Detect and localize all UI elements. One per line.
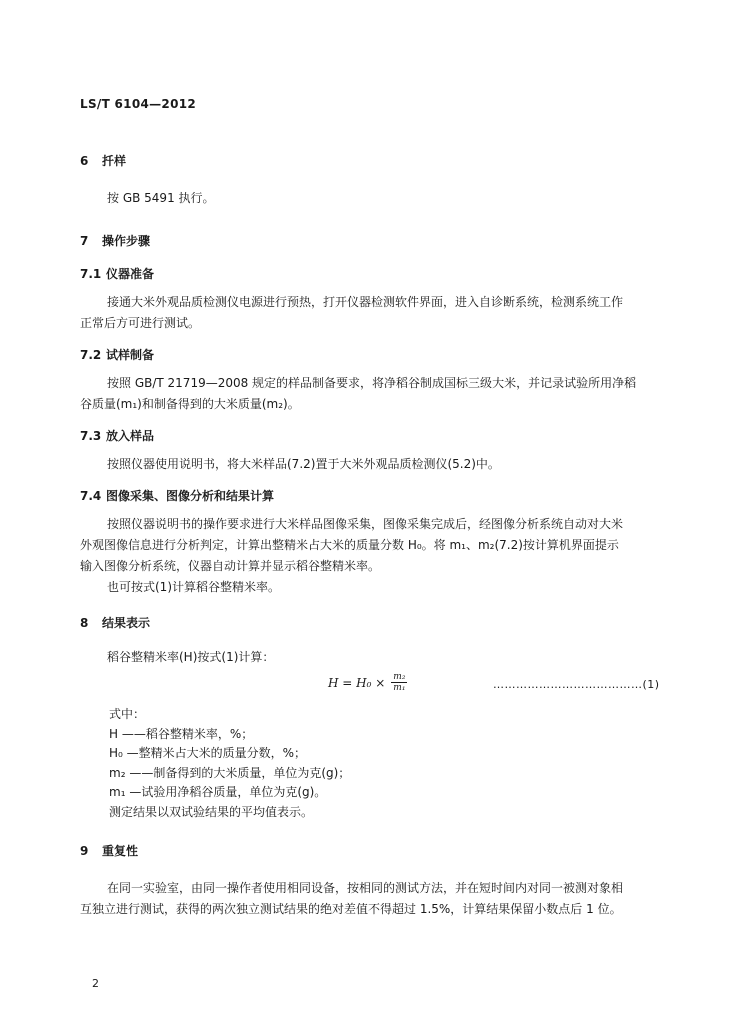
section-6-body: 按 GB 5491 执行。 <box>107 191 215 205</box>
section-number: 7.4 <box>80 489 102 503</box>
paragraph-line: 接通大米外观品质检测仪电源进行预热，打开仪器检测软件界面，进入自诊断系统，检测系统工作 <box>107 295 624 309</box>
paragraph-line: 互独立进行测试，获得的两次独立测试结果的绝对差值不得超过 1.5%，计算结果保留小数点后 1 位。 <box>80 902 622 916</box>
paragraph-line: 谷质量(m₁)和制备得到的大米质量(m₂)。 <box>80 397 300 411</box>
paragraph-line: 按照 GB/T 21719—2008 规定的样品制备要求，将净稻谷制成国标三级大米，并记录试验所用净稻 <box>107 376 637 390</box>
closing-statement: 测定结果以双试验结果的平均值表示。 <box>109 804 314 819</box>
section-8-heading <box>80 614 150 631</box>
section-9-heading <box>80 842 138 859</box>
section-number: 6 <box>80 154 89 168</box>
section-7-1-heading <box>80 265 154 282</box>
section-title: 结果表示 <box>102 616 151 630</box>
section-number: 7.2 <box>80 348 102 362</box>
section-title: 操作步骤 <box>102 234 151 248</box>
definition-item: m₂ ——制备得到的大米质量，单位为克(g)； <box>109 765 351 780</box>
section-7-4-heading <box>80 487 274 504</box>
section-title: 扦样 <box>102 154 127 168</box>
where-label: 式中： <box>109 707 146 721</box>
section-title: 放入样品 <box>106 429 155 443</box>
formula-lhs: H = H₀ × <box>328 675 386 690</box>
paragraph-line: 外观图像信息进行分析判定，计算出整精米占大米的质量分数 H₀。将 m₁、m₂(7.2)按计算机界面提示 <box>80 538 619 552</box>
formula-number: …………………………………(1) <box>493 678 660 691</box>
section-number: 9 <box>80 844 89 858</box>
standard-code: LS/T 6104—2012 <box>80 97 197 111</box>
definition-item: H₀ —整精米占大米的质量分数，%； <box>109 746 307 760</box>
section-title: 仪器准备 <box>106 267 155 281</box>
section-number: 7 <box>80 234 89 248</box>
paragraph-line: 在同一实验室，由同一操作者使用相同设备，按相同的测试方法，并在短时间内对同一被测对象相 <box>107 881 624 895</box>
formula-fraction <box>391 672 407 693</box>
section-title: 图像采集、图像分析和结果计算 <box>106 489 275 503</box>
page-number: 2 <box>92 977 99 990</box>
section-6-heading <box>80 152 126 169</box>
paragraph-line: 输入图像分析系统，仪器自动计算并显示稻谷整精米率。 <box>80 559 381 573</box>
definition-item: H ——稻谷整精米率，%； <box>109 726 254 741</box>
section-title: 重复性 <box>102 844 139 858</box>
section-number: 7.3 <box>80 429 102 443</box>
paragraph-line: 也可按式(1)计算稻谷整精米率。 <box>107 580 280 594</box>
formula-numerator: m₂ <box>393 672 406 682</box>
section-number: 8 <box>80 616 89 630</box>
paragraph-line: 正常后方可进行测试。 <box>80 316 201 330</box>
section-7-2-heading <box>80 346 154 363</box>
formula-denominator: m₁ <box>393 683 406 693</box>
formula-1 <box>328 672 407 693</box>
section-number: 7.1 <box>80 267 102 281</box>
section-title: 试样制备 <box>106 348 155 362</box>
definition-item: m₁ —试验用净稻谷质量，单位为克(g)。 <box>109 785 327 799</box>
section-7-heading <box>80 232 150 249</box>
section-7-3-heading <box>80 427 154 444</box>
paragraph-line: 按照仪器使用说明书，将大米样品(7.2)置于大米外观品质检测仪(5.2)中。 <box>107 457 500 471</box>
paragraph-line: 按照仪器说明书的操作要求进行大米样品图像采集，图像采集完成后，经图像分析系统自动对大米 <box>107 517 624 531</box>
formula-intro: 稻谷整精米率(H)按式(1)计算： <box>107 650 275 664</box>
formula-definitions <box>109 705 350 822</box>
